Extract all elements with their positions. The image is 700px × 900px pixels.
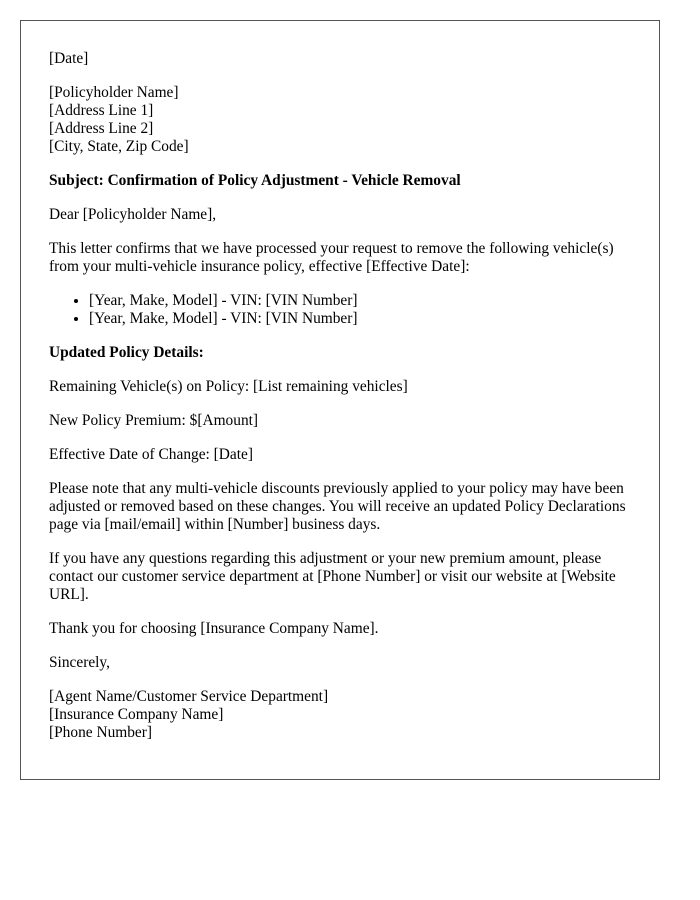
salutation: Dear [Policyholder Name], [49,206,217,223]
signature-company: [Insurance Company Name] [49,706,224,723]
signature-phone: [Phone Number] [49,724,153,741]
signature-block [49,688,631,742]
questions-paragraph: If you have any questions regarding this adjustment or your new premium amount, please contact our customer service department at [Phone Number] or visit our website at [Website URL]. [49,550,616,603]
recipient-name: [Policyholder Name] [49,84,179,101]
intro-paragraph: This letter confirms that we have processed your request to remove the following vehicle(s) from your multi-vehicle insurance policy, effective [Effective Date]: [49,240,614,275]
effective-date-change: Effective Date of Change: [Date] [49,446,253,463]
details-heading: Updated Policy Details: [49,344,204,361]
list-item: • [Year, Make, Model] - VIN: [VIN Number] [89,310,631,328]
city-state-zip: [City, State, Zip Code] [49,138,189,155]
address-line-2: [Address Line 2] [49,120,154,137]
address-line-1: [Address Line 1] [49,102,154,119]
vehicle-list [49,292,631,328]
remaining-vehicles: Remaining Vehicle(s) on Policy: [List remaining vehicles] [49,378,408,395]
new-premium: New Policy Premium: $[Amount] [49,412,259,429]
letter [20,20,660,780]
thanks-line: Thank you for choosing [Insurance Company Name]. [49,620,379,637]
closing: Sincerely, [49,654,110,671]
letter-date: [Date] [49,50,89,67]
list-item: • [Year, Make, Model] - VIN: [VIN Number] [89,292,631,310]
signature-agent: [Agent Name/Customer Service Department] [49,688,329,705]
subject-line: Subject: Confirmation of Policy Adjustment - Vehicle Removal [49,172,461,189]
recipient-address [49,84,631,156]
discount-note: Please note that any multi-vehicle discounts previously applied to your policy may have been adjusted or removed based on these changes. You will receive an updated Policy Declarations page via [mail/email] within [Number] business days. [49,480,626,533]
